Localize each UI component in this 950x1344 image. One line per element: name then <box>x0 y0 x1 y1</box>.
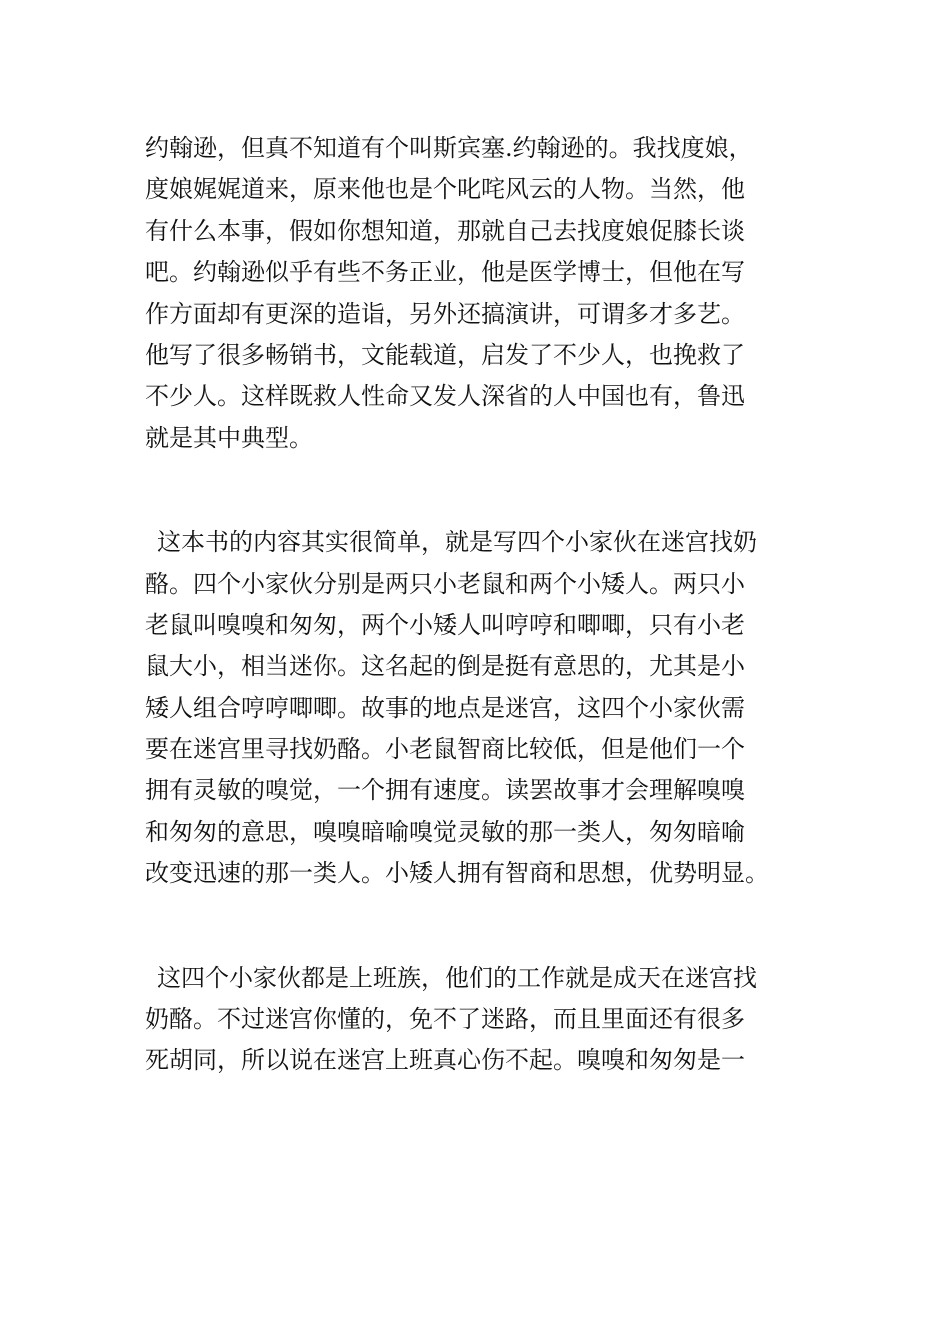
text-line: 改变迅速的那一类人。小矮人拥有智商和思想，优势明显。 <box>145 859 769 888</box>
paragraph-gap <box>145 459 810 522</box>
text-line: 不少人。这样既救人性命又发人深省的人中国也有，鲁迅 <box>145 382 745 411</box>
text-line: 有什么本事，假如你想知道，那就自己去找度娘促膝长谈 <box>145 216 745 245</box>
document-body <box>145 128 810 1082</box>
text-line: 拥有灵敏的嗅觉，一个拥有速度。读罢故事才会理解嗅嗅 <box>145 776 745 805</box>
text-line: 度娘娓娓道来，原来他也是个叱咤风云的人物。当然，他 <box>145 175 745 204</box>
text-line: 这本书的内容其实很简单，就是写四个小家伙在迷宫找奶 <box>157 528 757 557</box>
text-line: 鼠大小，相当迷你。这名起的倒是挺有意思的，尤其是小 <box>145 652 745 681</box>
text-line: 老鼠叫嗅嗅和匆匆，两个小矮人叫哼哼和唧唧，只有小老 <box>145 610 745 639</box>
text-line: 这四个小家伙都是上班族，他们的工作就是成天在迷宫找 <box>157 963 757 992</box>
text-line: 就是其中典型。 <box>145 423 313 452</box>
text-line: 作方面却有更深的造诣，另外还搞演讲，可谓多才多艺。 <box>145 299 745 328</box>
text-line: 约翰逊，但真不知道有个叫斯宾塞.约翰逊的。我找度娘， <box>145 134 753 162</box>
paragraph-2 <box>145 522 810 895</box>
paragraph-gap <box>145 895 810 958</box>
paragraph-1 <box>145 128 810 459</box>
paragraph-3 <box>145 958 810 1082</box>
text-line: 吧。约翰逊似乎有些不务正业，他是医学博士，但他在写 <box>145 258 745 287</box>
text-line: 死胡同，所以说在迷宫上班真心伤不起。嗅嗅和匆匆是一 <box>145 1046 745 1075</box>
text-line: 矮人组合哼哼唧唧。故事的地点是迷宫，这四个小家伙需 <box>145 693 745 722</box>
text-line: 和匆匆的意思，嗅嗅暗喻嗅觉灵敏的那一类人，匆匆暗喻 <box>145 817 745 846</box>
text-line: 要在迷宫里寻找奶酪。小老鼠智商比较低，但是他们一个 <box>145 735 745 764</box>
text-line: 奶酪。不过迷宫你懂的，免不了迷路，而且里面还有很多 <box>145 1005 745 1034</box>
text-line: 他写了很多畅销书，文能载道，启发了不少人，也挽救了 <box>145 340 745 369</box>
text-line: 酪。四个小家伙分别是两只小老鼠和两个小矮人。两只小 <box>145 569 745 598</box>
